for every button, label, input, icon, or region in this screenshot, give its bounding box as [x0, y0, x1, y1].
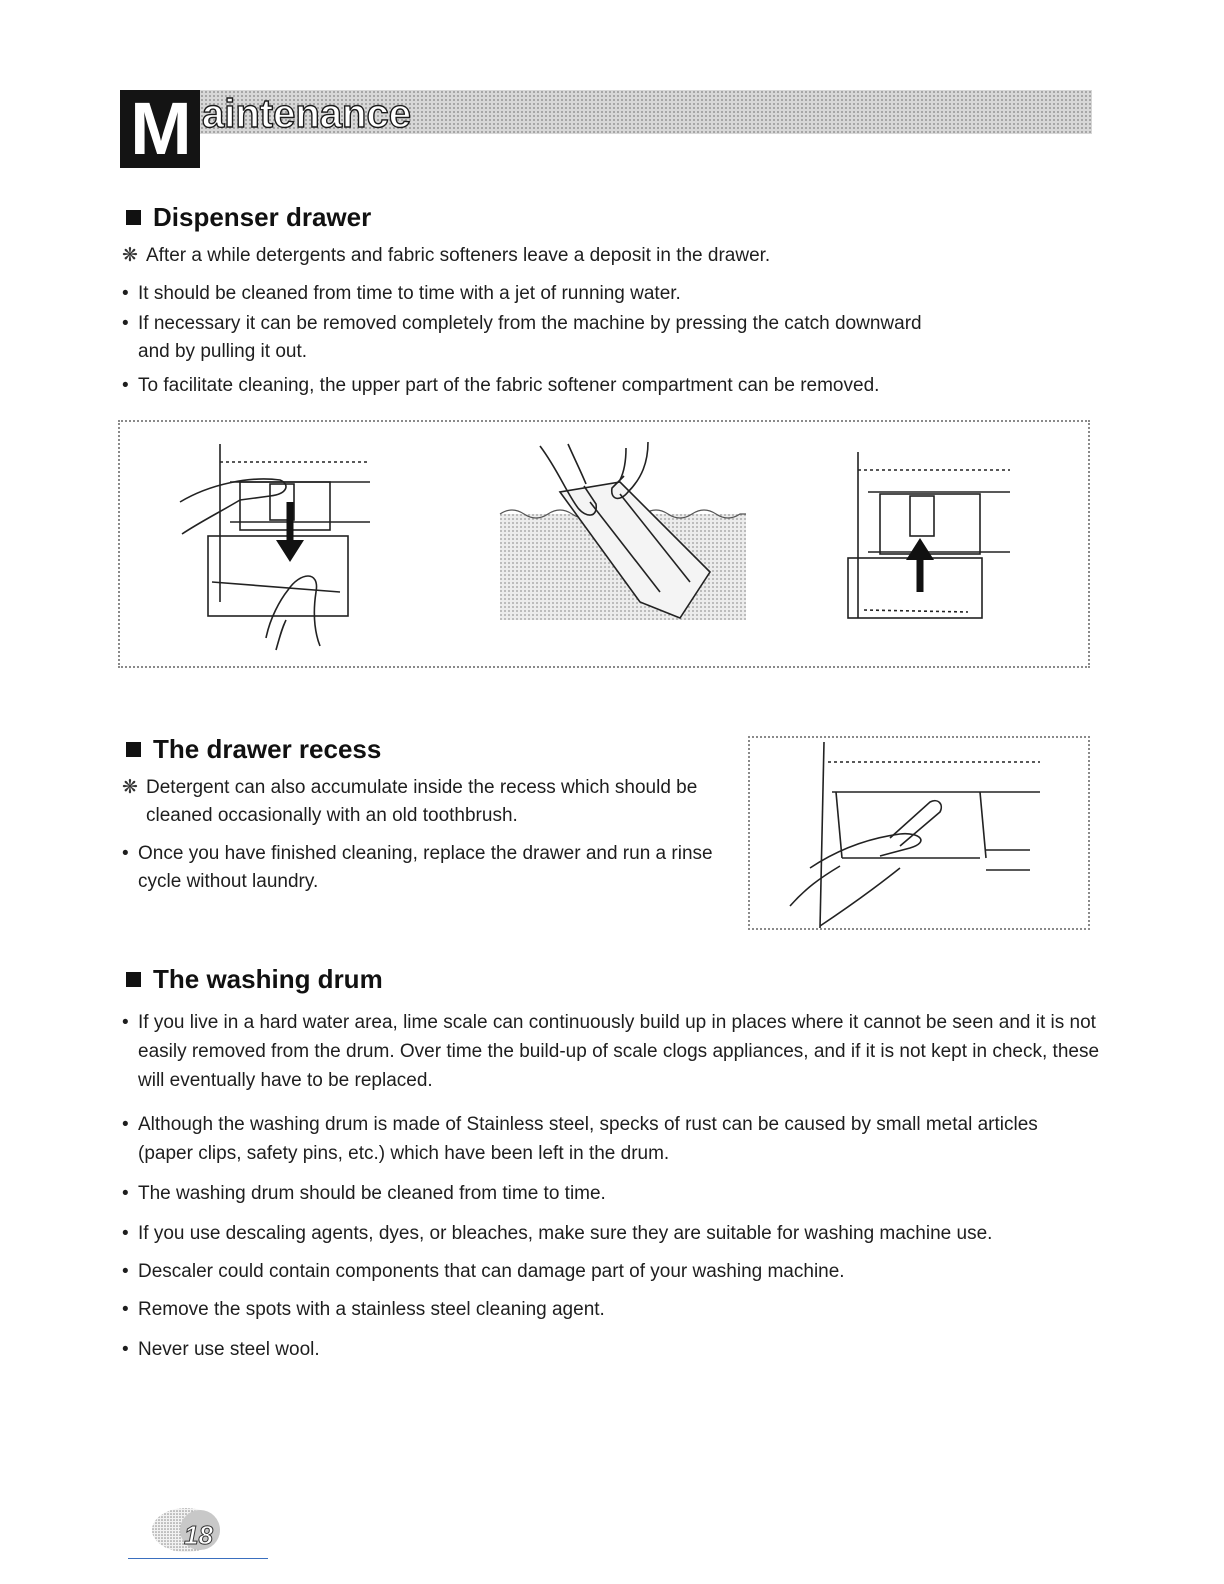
recess-heading-row	[126, 734, 381, 764]
bullet-icon: •	[122, 313, 129, 334]
list-item	[122, 1110, 1082, 1168]
drum-bullet-4: If you use descaling agents, dyes, or bleaches, make sure they are suitable for washing machine use.	[138, 1223, 993, 1244]
bullet-icon: •	[122, 1223, 129, 1244]
recess-bullet-1: Once you have finished cleaning, replace the drawer and run a rinse cycle without laundry.	[138, 843, 713, 892]
toothbrush-drawing	[750, 738, 1088, 928]
dispenser-note-text: After a while detergents and fabric softeners leave a deposit in the drawer.	[146, 245, 771, 266]
square-bullet-icon	[126, 742, 141, 757]
list-item	[122, 310, 942, 366]
recess-illustration-frame	[748, 736, 1090, 930]
drum-heading-row	[126, 964, 383, 994]
dispenser-heading-row	[126, 202, 371, 232]
bullet-icon: •	[122, 1299, 129, 1320]
dispenser-illustration-frame	[118, 420, 1090, 668]
dispenser-bullet-3: To facilitate cleaning, the upper part of the fabric softener compartment can be removed.	[138, 375, 880, 396]
list-item	[122, 282, 1082, 306]
softener-part-drawing	[848, 452, 1010, 618]
drum-bullet-5: Descaler could contain components that can damage part of your washing machine.	[138, 1261, 845, 1282]
note-icon: ❋	[122, 245, 138, 266]
dispenser-bullet-2: If necessary it can be removed completely from the machine by pressing the catch downward and by pulling it out.	[138, 313, 922, 362]
bullet-icon: •	[122, 1183, 129, 1204]
list-item	[122, 374, 1082, 398]
dispenser-illustrations	[120, 422, 1088, 666]
note-icon: ❋	[122, 777, 138, 798]
bullet-icon: •	[122, 1261, 129, 1282]
bullet-icon: •	[122, 843, 129, 864]
list-item	[122, 1008, 1102, 1095]
drum-bullet-3: The washing drum should be cleaned from time to time.	[138, 1183, 606, 1204]
list-item	[122, 1222, 1112, 1246]
page-number-badge	[128, 1498, 248, 1558]
drum-bullet-6: Remove the spots with a stainless steel cleaning agent.	[138, 1299, 605, 1320]
dispenser-note	[122, 244, 1082, 268]
header-title: aintenance	[202, 92, 411, 136]
dispenser-heading: Dispenser drawer	[153, 202, 372, 232]
list-item	[122, 1260, 1082, 1284]
bullet-icon: •	[122, 375, 129, 396]
drum-heading: The washing drum	[153, 964, 383, 994]
list-item	[122, 1298, 1082, 1322]
header-initial: M	[120, 90, 200, 168]
recess-heading: The drawer recess	[153, 734, 382, 764]
drum-bullet-7: Never use steel wool.	[138, 1339, 320, 1360]
drum-bullet-1: If you live in a hard water area, lime scale can continuously build up in places where it cannot be seen and it is not easily removed from the drum. Over time the build-up of scale clogs appliances, and if it is not kept in check, these will eventually have to be replaced.	[138, 1012, 1100, 1091]
drum-bullet-2: Although the washing drum is made of Stainless steel, specks of rust can be caused by small metal articles (paper clips, safety pins, etc.) which have been left in the drum.	[138, 1114, 1038, 1164]
square-bullet-icon	[126, 972, 141, 987]
square-bullet-icon	[126, 210, 141, 225]
page-number: 18	[184, 1520, 213, 1550]
bullet-icon: •	[122, 1114, 129, 1135]
press-catch-drawing	[180, 444, 370, 650]
list-item	[122, 1338, 1082, 1362]
recess-note	[122, 774, 738, 830]
bullet-icon: •	[122, 1012, 129, 1033]
footer-rule	[128, 1558, 268, 1559]
bullet-icon: •	[122, 283, 129, 304]
dispenser-bullet-1: It should be cleaned from time to time with a jet of running water.	[138, 283, 681, 304]
list-item	[122, 840, 738, 896]
bullet-icon: •	[122, 1339, 129, 1360]
recess-note-text: Detergent can also accumulate inside the recess which should be cleaned occasionally with an old toothbrush.	[146, 777, 698, 826]
list-item	[122, 1182, 1082, 1206]
